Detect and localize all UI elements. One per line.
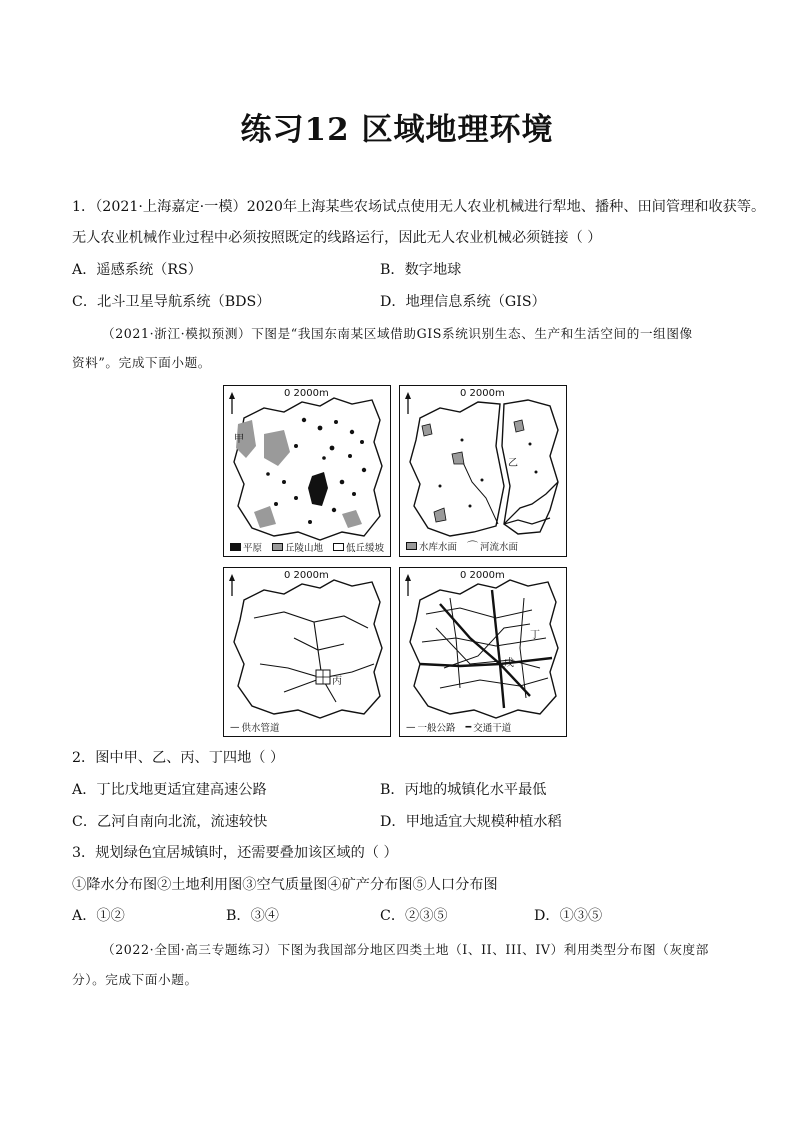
legend-river: ⌒ 河流水面 xyxy=(467,540,519,553)
legend-trunk-road: ━ 交通干道 xyxy=(465,721,512,734)
map2-water xyxy=(399,385,567,557)
q3-items: ①降水分布图②土地利用图③空气质量图④矿产分布图⑤人口分布图 xyxy=(72,877,498,893)
legend-plain: 平原 xyxy=(230,540,262,554)
map4-scale: 0 2000m xyxy=(460,570,505,581)
q2-option-d: D．甲地适宜大规模种植水稻 xyxy=(380,814,562,830)
map1-label-jia: 甲 xyxy=(234,434,244,445)
q3-option-c: C．②③⑤ xyxy=(380,908,448,924)
q3-option-a: A．①② xyxy=(72,908,125,924)
legend-hills: 丘陵山地 xyxy=(272,540,323,554)
map1-svg xyxy=(224,386,390,556)
q2-stem: 2．图中甲、乙、丙、丁四地（ ） xyxy=(72,750,285,766)
page-title: 练习12 区域地理环境 xyxy=(240,112,554,148)
intro2-line2: 分）。完成下面小题。 xyxy=(72,972,198,987)
map4-svg xyxy=(400,568,566,736)
map4-label-wu: 戊 xyxy=(504,658,514,669)
q2-option-c: C．乙河自南向北流，流速较快 xyxy=(72,814,268,830)
map4-roads xyxy=(399,567,567,737)
map-figure-group xyxy=(223,385,569,735)
map3-svg xyxy=(224,568,390,736)
map1-landform xyxy=(223,385,391,557)
q1-option-a: A．遥感系统（RS） xyxy=(72,262,202,278)
q1-option-b: B．数字地球 xyxy=(380,262,462,278)
q3-option-b: B．③④ xyxy=(226,908,279,924)
map4-legend xyxy=(406,720,562,734)
map3-label-bing: 丙 xyxy=(332,676,342,687)
map1-legend xyxy=(230,540,386,554)
q1-stem-line1: 1．（2021·上海嘉定·一模）2020年上海某些农场试点使用无人农业机械进行犁地、播种、田间管理和收获等。 xyxy=(72,199,766,215)
legend-pipe: — 供水管道 xyxy=(230,721,280,734)
intro2-line1: （2022·全国·高三专题练习）下图为我国部分地区四类土地（I、II、III、IV）利用类型分布图（灰度部 xyxy=(102,942,709,957)
q1-option-d: D．地理信息系统（GIS） xyxy=(380,294,546,310)
q3-option-d: D．①③⑤ xyxy=(534,908,603,924)
q1-option-c: C．北斗卫星导航系统（BDS） xyxy=(72,294,271,310)
map3-scale: 0 2000m xyxy=(284,570,329,581)
map4-label-ding: 丁 xyxy=(530,630,540,641)
legend-road: — 一般公路 xyxy=(406,721,456,734)
legend-reservoir: 水库水面 xyxy=(406,538,457,554)
map2-svg xyxy=(400,386,566,556)
legend-low-slope: 低丘缓坡 xyxy=(333,540,384,554)
q3-stem: 3．规划绿色宜居城镇时，还需要叠加该区域的（ ） xyxy=(72,845,398,861)
intro1-line1: （2021·浙江·模拟预测）下图是“我国东南某区域借助GIS系统识别生态、生产和生活空间的一组图像 xyxy=(102,326,693,341)
map3-legend xyxy=(230,720,386,734)
map2-legend xyxy=(406,538,562,554)
q2-option-a: A．丁比戊地更适宜建高速公路 xyxy=(72,782,267,798)
map1-scale: 0 2000m xyxy=(284,388,329,399)
intro1-line2: 资料”。完成下面小题。 xyxy=(72,355,211,370)
q1-stem-line2: 无人农业机械作业过程中必须按照既定的线路运行，因此无人农业机械必须链接（ ） xyxy=(72,230,602,246)
q2-option-b: B．丙地的城镇化水平最低 xyxy=(380,782,547,798)
map3-water-pipes xyxy=(223,567,391,737)
map2-scale: 0 2000m xyxy=(460,388,505,399)
map2-label-yi: 乙 xyxy=(508,458,518,469)
